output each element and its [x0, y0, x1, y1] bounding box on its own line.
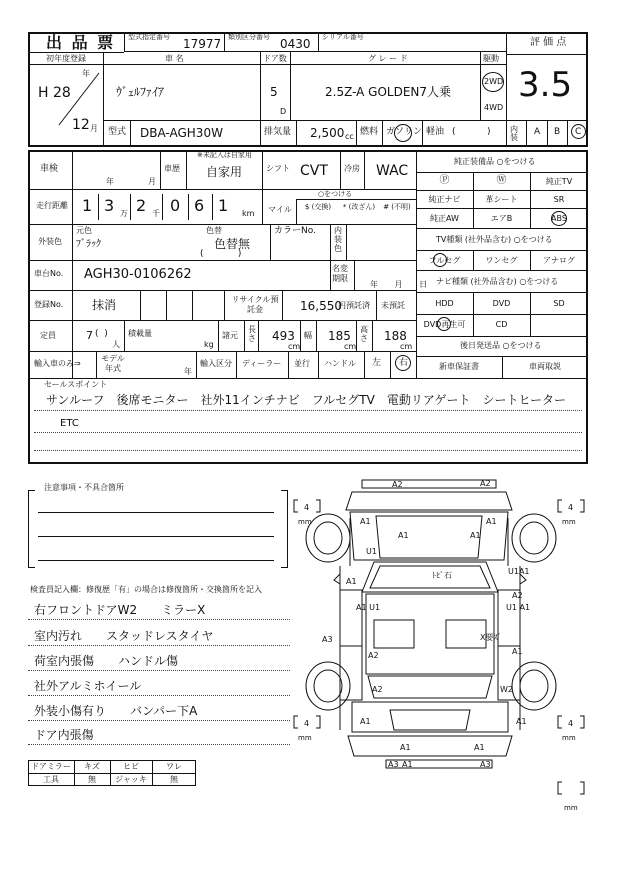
leather-seat-option: 革シート	[485, 195, 518, 204]
legend-crack: ヒビ	[123, 762, 139, 771]
interior-grade-b: B	[554, 127, 561, 137]
mark-windshield: ﾄﾋﾞ石	[432, 571, 452, 580]
mark-mid-r1: A2	[512, 591, 523, 600]
mark-right-x: X要ｽﾞ	[480, 633, 502, 642]
tamper-option: * (改ざん)	[342, 203, 376, 211]
recycle-unpaid: 未預託	[381, 301, 405, 310]
interior-grade-c: C	[575, 127, 582, 137]
class-no: 0430	[280, 37, 311, 51]
std-navi-option: 純正ナビ	[428, 195, 461, 204]
model-year-unit: 年	[184, 367, 192, 376]
mark-fender-l-u: U1	[366, 547, 377, 556]
import-dealer: ディーラー	[242, 359, 282, 368]
mileage-digit: 2	[136, 196, 147, 215]
month-unit: 月	[90, 124, 98, 133]
shaken-label: 車検	[40, 164, 59, 174]
chassis-no: AGH30-0106262	[84, 267, 192, 282]
drive-2wd: 2WD	[484, 77, 504, 86]
fuel-paren: ( )	[452, 127, 491, 137]
handle-right-circle	[395, 355, 411, 371]
score-value: 3.5	[518, 65, 573, 105]
spec-label: 諸元	[222, 331, 238, 340]
shift-value: CVT	[300, 163, 328, 179]
handle-left: 左	[372, 358, 382, 368]
history-value: 自家用	[206, 165, 243, 179]
navi-header: ナビ種類 (社外品含む) ○をつける	[436, 277, 559, 286]
original-color: ﾌﾞﾗｯｸ	[76, 239, 101, 250]
history-note: ※未記入は自家用	[197, 151, 252, 159]
exchange-option: $ (交換)	[304, 203, 332, 211]
handle-right: 右	[399, 358, 409, 368]
mark-rear-bumper-l: A3	[388, 760, 399, 769]
registration: 抹消	[92, 298, 117, 312]
registration-label: 登録No.	[34, 300, 64, 309]
legend-break: ワレ	[166, 762, 182, 771]
tv-fullseg-circle	[433, 253, 447, 267]
mileage-digit: 3	[104, 196, 115, 215]
import-label: 輸入車のみ⇒	[34, 359, 81, 368]
navi-dvd-play-circle	[437, 317, 451, 331]
fuel-gasoline: ガソリン	[386, 127, 423, 137]
tire-depth-rr: 4	[568, 719, 574, 728]
fuel-diesel: 軽油	[426, 127, 445, 137]
doc-manual: 車両取説	[529, 362, 561, 371]
tire-unit: mm	[564, 804, 578, 812]
mark-fender-a: A1	[470, 531, 481, 540]
tv-header: TV種類 (社外品含む) ○をつける	[436, 235, 553, 244]
doc-warranty: 新車保証書	[439, 362, 479, 371]
mark-left-a3: A3	[322, 635, 333, 644]
color-change: 色替無	[214, 237, 251, 251]
navi-cd: CD	[495, 320, 508, 329]
navi-hdd: HDD	[435, 299, 454, 308]
docs-header: 後日発送品 ○をつける	[460, 341, 542, 350]
load-label: 積載量	[128, 329, 152, 338]
model-year-label: モデル年式	[101, 354, 125, 373]
mileage-digit: 6	[194, 196, 205, 215]
recycle-amount: 16,550	[300, 299, 342, 313]
note-line: 外装小傷有り バンパー下A	[34, 704, 198, 718]
shift-label: シフト	[266, 164, 290, 173]
first-reg-month: 12	[72, 117, 90, 133]
mark-rear-bumper-r: A3	[480, 760, 491, 769]
car-diagram	[290, 470, 590, 812]
mark-mid-r2: U1 A1	[506, 603, 531, 612]
class-no-label: 類別区分番号	[228, 33, 270, 41]
legend-jack: ジャッキ	[115, 775, 147, 784]
mark-hood-c: A1	[398, 531, 409, 540]
interior-c-circle	[571, 124, 586, 139]
drive-header: 駆動	[483, 54, 499, 63]
power-steering-option: Ⓟ	[439, 175, 450, 186]
year-diagonal	[29, 65, 103, 145]
recycle-status: 円預託済	[338, 301, 370, 310]
tv-fullseg: フルセグ	[428, 256, 461, 265]
interior-label: 内装	[510, 125, 518, 142]
capacity-label: 定員	[40, 331, 56, 340]
load-unit: kg	[204, 340, 214, 349]
mark-rear-a1-r: A1	[516, 717, 527, 726]
form-title: 出 品 票	[46, 33, 116, 52]
abs-option: ABS	[551, 214, 567, 223]
length: 493	[272, 329, 295, 343]
note-line: 右フロントドアW2 ミラーX	[34, 603, 206, 617]
capacity: 7	[86, 329, 93, 342]
tire-unit: mm	[562, 518, 576, 526]
interior-grade-a: A	[534, 127, 541, 137]
navi-dvd-play: DVD再生可	[423, 320, 466, 329]
grade-value: 2.5Z-A GOLDEN7人乗	[325, 85, 452, 99]
mark-rear-r: W2	[500, 685, 513, 694]
mark-front-bumper-l: A2	[392, 480, 403, 489]
navi-sd: SD	[553, 299, 565, 308]
tire-depth-fl: 4	[304, 503, 310, 512]
tv-oneseg: ワンセグ	[485, 256, 518, 265]
inspector-note: 検査員記入欄：修復歴「有」の場合は修復箇所・交換箇所を記入	[30, 585, 262, 594]
sales-label: セールスポイント	[44, 380, 108, 389]
std-tv-option: 純正TV	[545, 177, 573, 186]
sales-line-2: ETC	[60, 418, 79, 429]
shaken-year-unit: 年	[106, 177, 114, 186]
note-line: 社外アルミホイール	[34, 679, 142, 693]
tire-unit: mm	[298, 518, 312, 526]
exchange-note: ○をつける	[318, 190, 353, 198]
legend-tools-value: 無	[88, 775, 96, 784]
door-count: 5	[270, 85, 278, 99]
shaken-month-unit: 月	[148, 177, 156, 186]
color-no-label: カラーNo.	[274, 226, 316, 236]
abs-circle	[551, 211, 567, 226]
name-change-units: 年 月 日	[370, 280, 428, 289]
chassis-label: 車台No.	[34, 269, 64, 278]
notes-box-left-bracket	[28, 490, 35, 568]
notes-header: 注意事項・不具合箇所	[44, 483, 124, 492]
year-unit: 年	[82, 69, 90, 78]
equipment-header: 純正装備品 ○をつける	[454, 157, 536, 166]
mark-rear-bumper-c: A1	[402, 760, 413, 769]
name-header: 車 名	[165, 54, 184, 63]
mileage-digit: 0	[170, 196, 181, 215]
color-label: 外装色	[38, 237, 62, 246]
legend-scratch: キズ	[84, 762, 100, 771]
doors-header: ドア数	[263, 54, 287, 63]
legend-tools: 工具	[43, 775, 59, 784]
length-unit: cm	[288, 342, 301, 351]
length-label: 長さ	[248, 325, 256, 343]
width-unit: cm	[344, 342, 357, 351]
color-change-label: 色替	[206, 226, 222, 235]
score-header: 評 価 点	[530, 37, 567, 48]
model-code: DBA-AGH30W	[140, 126, 223, 140]
model-label: 型式	[108, 127, 127, 137]
history-label: 車歴	[164, 164, 180, 173]
notes-box-right-bracket	[281, 490, 288, 568]
mark-rear-l: A2	[372, 685, 383, 694]
mark-rear-a1-l: A1	[360, 717, 371, 726]
ac-value: WAC	[376, 163, 409, 179]
sunroof-option: SR	[553, 195, 565, 204]
tire-unit: mm	[562, 734, 576, 742]
mark-hood-l: A1	[360, 517, 371, 526]
mark-hood-r: A1	[486, 517, 497, 526]
tire-unit: mm	[298, 734, 312, 742]
width: 185	[328, 329, 351, 343]
name-change-label: 名変期限	[332, 264, 348, 283]
legend-jack-value: 無	[170, 775, 178, 784]
vehicle-name: ｳﾞｪﾙﾌｧｲｱ	[116, 85, 165, 99]
fuel-circle	[394, 124, 412, 142]
tire-depth-fr: 4	[568, 503, 574, 512]
navi-dvd: DVD	[492, 299, 511, 308]
mark-tail-r: A1	[474, 743, 485, 752]
std-aw-option: 純正AW	[430, 214, 459, 223]
unknown-option: # (不明)	[383, 203, 411, 211]
height-unit: cm	[400, 342, 413, 351]
first-reg-year: H 28	[38, 85, 71, 101]
mile-label: マイル	[268, 205, 292, 214]
interior-color-label: 内装色	[334, 226, 342, 253]
tire-depth-rl: 4	[304, 719, 310, 728]
height: 188	[384, 329, 407, 343]
type-no: 17977	[183, 37, 222, 51]
mark-tail-l: A1	[400, 743, 411, 752]
color-change-paren: ( )	[200, 249, 242, 259]
width-label: 幅	[304, 331, 312, 340]
capacity-paren: ( )	[95, 329, 108, 339]
mark-mid-l1: A1	[346, 577, 357, 586]
mark-right-a1: A1	[512, 647, 523, 656]
ac-label: 冷房	[344, 164, 360, 173]
airbag-option: エアB	[490, 214, 513, 223]
height-label: 高さ	[360, 325, 368, 343]
displacement: 2,500	[310, 126, 345, 140]
mark-front-bumper-r: A2	[480, 479, 491, 488]
serial-label: シリアル番号	[322, 33, 364, 41]
mileage-digit: 1	[82, 196, 93, 215]
mark-roof: A2	[368, 651, 379, 660]
note-line: 室内汚れ スタッドレスタイヤ	[34, 629, 214, 643]
handle-label: ハンドル	[324, 359, 356, 368]
displacement-label: 排気量	[264, 127, 292, 137]
mark-fender-r-u: U1A1	[508, 567, 530, 576]
power-window-option: Ⓦ	[496, 175, 507, 186]
first-reg-label: 初年度登録	[46, 54, 86, 63]
grade-header: グ レ ー ド	[368, 54, 408, 63]
note-line: 荷室内張傷 ハンドル傷	[34, 654, 179, 668]
drive-4wd: 4WD	[484, 103, 504, 112]
mileage-digits	[76, 194, 262, 220]
displacement-unit: cc	[345, 132, 354, 141]
fuel-label: 燃料	[360, 127, 379, 137]
type-no-label: 型式指定番号	[128, 33, 170, 41]
mileage-unit: km	[242, 209, 255, 218]
mileage-digit: 1	[218, 196, 229, 215]
mileage-man-unit: 万	[120, 209, 128, 218]
recycle-label: リサイクル預託金	[231, 295, 279, 314]
door-type: D	[280, 107, 287, 116]
note-line: ドア内張傷	[34, 728, 94, 742]
legend-door-mirror: ドアミラー	[31, 762, 71, 771]
tv-analog: アナログ	[543, 256, 575, 265]
mileage-sen-unit: 千	[152, 209, 160, 218]
import-class-label: 輸入区分	[200, 359, 232, 368]
capacity-unit: 人	[112, 340, 120, 349]
mileage-label: 走行距離	[36, 201, 68, 210]
sales-line-1: サンルーフ 後席モニター 社外11インチナビ フルセグTV 電動リアゲート シートヒーター	[46, 393, 566, 407]
import-parallel: 並行	[294, 359, 310, 368]
original-color-label: 元色	[76, 226, 92, 235]
mark-mid-l2: A1 U1	[356, 603, 381, 612]
